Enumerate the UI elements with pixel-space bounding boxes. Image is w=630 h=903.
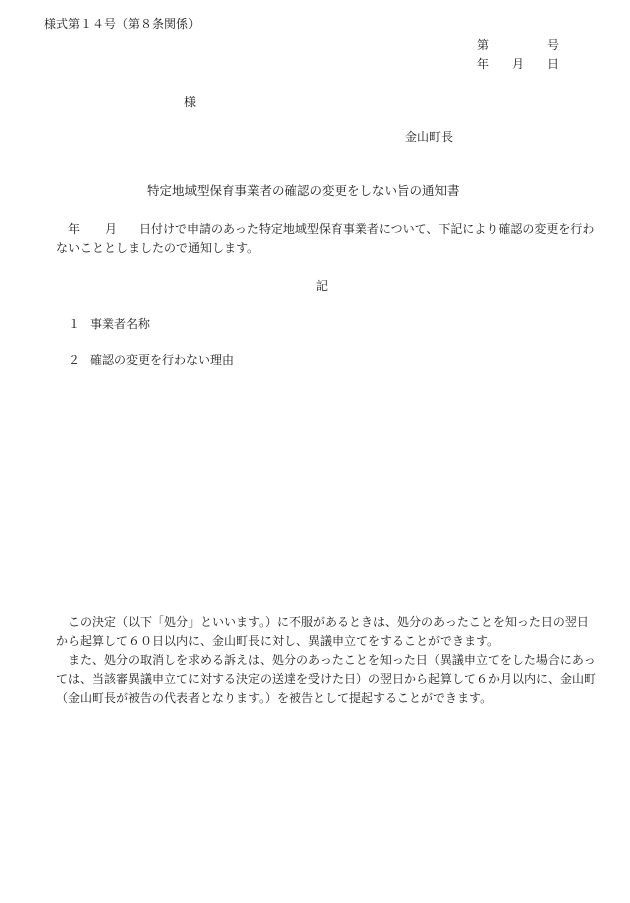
intro-year: 年	[68, 222, 81, 236]
ki-heading: 記	[316, 279, 329, 293]
item-label: 確認の変更を行わない理由	[90, 353, 235, 367]
document-date-line	[477, 58, 559, 70]
form-label: 様式第１４号（第８条関係）	[44, 17, 201, 31]
document-number-suffix: 号	[547, 38, 560, 52]
document-title: 特定地域型保育事業者の確認の変更をしない旨の通知書	[147, 183, 460, 198]
intro-month: 月	[105, 222, 118, 236]
issuer-name: 金山町長	[405, 130, 454, 144]
date-year: 年	[477, 57, 490, 71]
item-number: ２	[68, 353, 81, 367]
notice-line-3-text: また、処分の取消しを求める訴えは、処分のあったことを知った日（異議申立てをした場合にあっ	[68, 653, 596, 667]
notice-line-3	[56, 651, 596, 670]
intro-line-2: ないこととしましたので通知します。	[56, 241, 260, 255]
notice-line-2: から起算して６０日以内に、金山町長に対し、異議申立てをすることができます。	[56, 634, 500, 648]
list-item	[68, 354, 234, 366]
notice-line-5: （金山町長が被告の代表者となります。）を被告として提起することができます。	[56, 691, 493, 705]
recipient-honorific: 様	[184, 95, 197, 109]
notice-line-4: ては、当該審異議申立てに対する決定の送達を受けた日）の翌日から起算して６か月以内に、金山町	[56, 672, 597, 686]
appeal-notice	[56, 613, 596, 708]
intro-paragraph	[56, 220, 596, 258]
notice-line-1	[56, 613, 596, 632]
list-item	[68, 318, 150, 330]
notice-line-1-text: この決定（以下「処分」といいます。）に不服があるときは、処分のあったことを知った日の翌日	[68, 615, 589, 629]
item-number: １	[68, 317, 81, 331]
intro-line-1-text: 日付けで申請のあった特定地域型保育事業者について、下記により確認の変更を行わ	[139, 222, 595, 236]
document-number-prefix: 第	[477, 38, 490, 52]
item-label: 事業者名称	[90, 317, 151, 331]
intro-line-1	[56, 220, 596, 239]
document-number-line	[477, 39, 559, 51]
date-month: 月	[512, 57, 525, 71]
date-day: 日	[547, 57, 560, 71]
